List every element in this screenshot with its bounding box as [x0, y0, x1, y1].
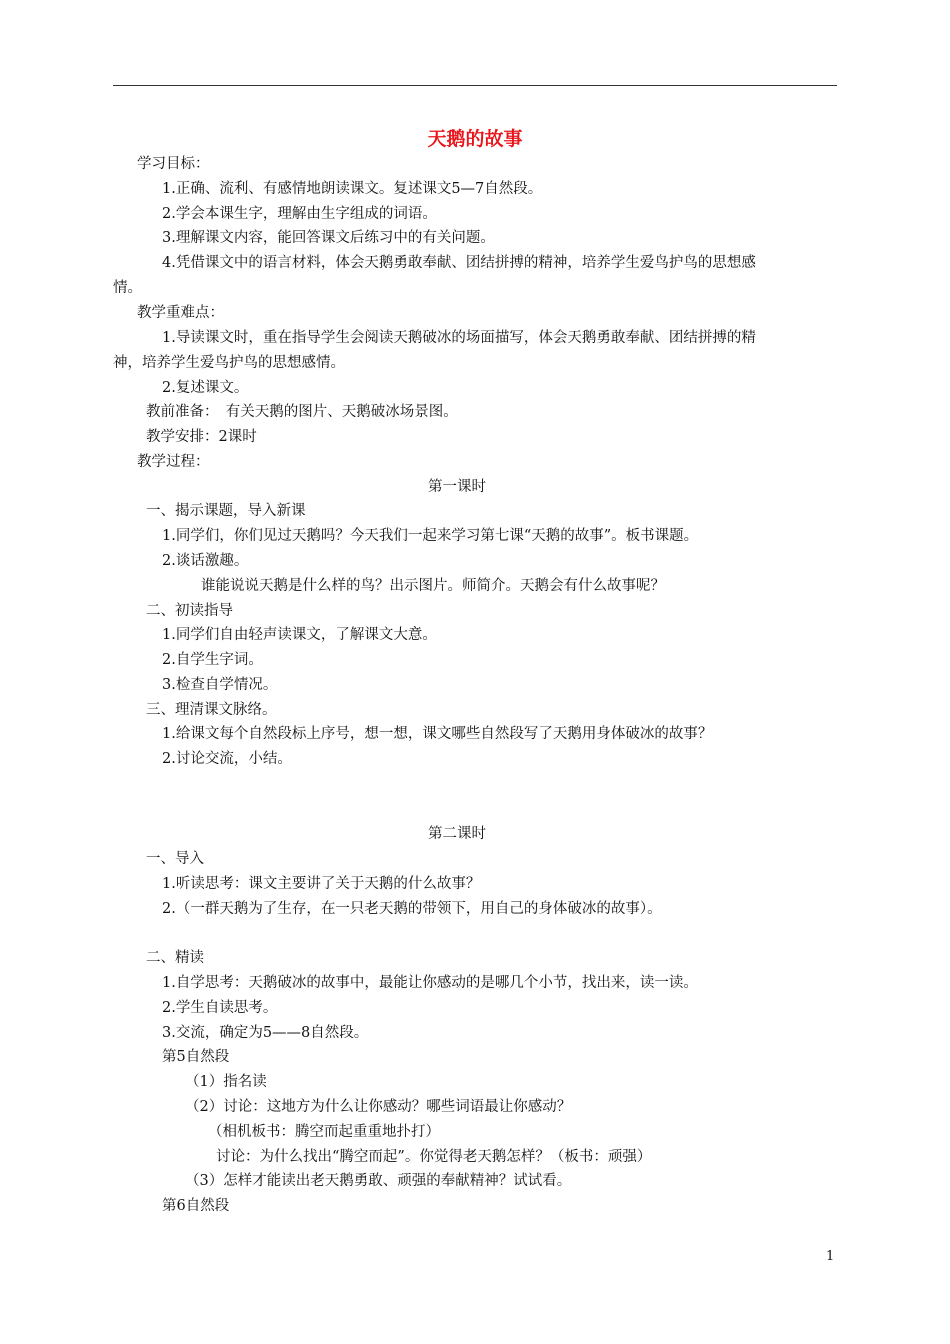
difficulty-item-2: 2.复述课文。 — [162, 380, 249, 396]
lesson2-item: 2.学生自读思考。 — [162, 1000, 278, 1016]
lesson1-item: 3.检查自学情况。 — [162, 677, 278, 693]
difficulty-item-1-cont: 神，培养学生爱鸟护鸟的思想感情。 — [113, 355, 345, 371]
lesson1-section-2: 二、初读指导 — [146, 603, 233, 619]
page-number: 1 — [826, 1249, 835, 1264]
lesson1-section-3: 三、理清课文脉络。 — [146, 702, 277, 718]
lesson1-item: 1.同学们，你们见过天鹅吗？今天我们一起来学习第七课“天鹅的故事”。板书课题。 — [162, 528, 699, 544]
document-title: 天鹅的故事 — [427, 128, 523, 150]
lesson2-item: （相机板书：腾空而起重重地扑打） — [208, 1124, 440, 1140]
goal-item-4: 4.凭借课文中的语言材料，体会天鹅勇敢奉献、团结拼搏的精神，培养学生爱鸟护鸟的思想感 — [162, 255, 756, 271]
goal-item-2: 2.学会本课生字，理解由生字组成的词语。 — [162, 206, 437, 222]
schedule-line: 教学安排：2课时 — [146, 429, 257, 445]
lesson2-heading: 第二课时 — [428, 826, 486, 842]
lesson2-item: （3）怎样才能读出老天鹅勇敢、顽强的奉献精神？试试看。 — [185, 1173, 572, 1189]
lesson2-item: 1.听读思考：课文主要讲了关于天鹅的什么故事？ — [162, 876, 481, 892]
lesson2-item: 2.（一群天鹅为了生存，在一只老天鹅的带领下，用自己的身体破冰的故事）。 — [162, 901, 662, 917]
lesson1-section-1: 一、揭示课题，导入新课 — [146, 503, 306, 519]
lesson2-item: 讨论：为什么找出“腾空而起”。你觉得老天鹅怎样？（板书：顽强） — [216, 1149, 652, 1165]
paragraph-6-heading: 第6自然段 — [162, 1198, 230, 1214]
goals-heading: 学习目标： — [137, 156, 210, 172]
lesson2-section-2: 二、精读 — [146, 950, 204, 966]
lesson1-item: 1.同学们自由轻声读课文，了解课文大意。 — [162, 627, 437, 643]
goal-item-4-cont: 情。 — [113, 280, 142, 296]
difficulties-heading: 教学重难点： — [137, 305, 224, 321]
lesson1-item: 2.谈话激趣。 — [162, 553, 249, 569]
lesson2-item: （2）讨论：这地方为什么让你感动？哪些词语最让你感动？ — [185, 1099, 572, 1115]
header-rule — [113, 85, 837, 86]
lesson1-item: 谁能说说天鹅是什么样的鸟？出示图片。师简介。天鹅会有什么故事呢？ — [201, 578, 665, 594]
lesson1-item: 2.讨论交流，小结。 — [162, 751, 292, 767]
lesson1-item: 1.给课文每个自然段标上序号，想一想，课文哪些自然段写了天鹅用身体破冰的故事？ — [162, 726, 713, 742]
lesson2-item: 1.自学思考：天鹅破冰的故事中，最能让你感动的是哪几个小节，找出来，读一读。 — [162, 975, 698, 991]
lesson2-item: 3.交流，确定为5——8自然段。 — [162, 1025, 369, 1041]
goal-item-1: 1.正确、流利、有感情地朗读课文。复述课文5—7自然段。 — [162, 181, 543, 197]
difficulty-item-1: 1.导读课文时，重在指导学生会阅读天鹅破冰的场面描写，体会天鹅勇敢奉献、团结拼搏的精 — [162, 330, 756, 346]
lesson1-item: 2.自学生字词。 — [162, 652, 263, 668]
lesson1-heading: 第一课时 — [428, 479, 486, 495]
process-heading: 教学过程： — [137, 454, 210, 470]
lesson2-item: （1）指名读 — [185, 1074, 267, 1090]
paragraph-5-heading: 第5自然段 — [162, 1049, 230, 1065]
lesson2-section-1: 一、导入 — [146, 851, 204, 867]
goal-item-3: 3.理解课文内容，能回答课文后练习中的有关问题。 — [162, 230, 495, 246]
prep-line: 教前准备： 有关天鹅的图片、天鹅破冰场景图。 — [146, 404, 458, 420]
